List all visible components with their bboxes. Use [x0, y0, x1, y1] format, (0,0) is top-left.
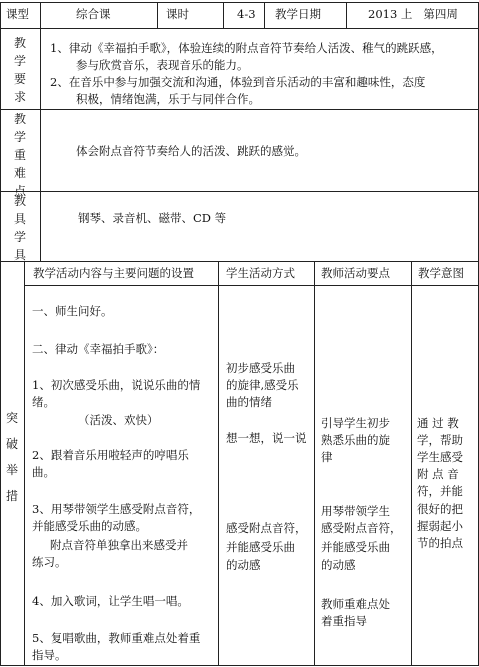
- col-divider: [157, 2, 158, 29]
- content-line: 1、初次感受乐曲，说说乐曲的情: [32, 378, 201, 392]
- col-divider: [40, 28, 41, 262]
- column-header-intent: 教学意图: [418, 266, 464, 280]
- teacher-line: 引导学生初步: [321, 416, 390, 430]
- student-line: 感受附点音符，: [226, 521, 307, 535]
- content-line: 绪。: [32, 395, 55, 409]
- teacher-line: 感受附点音符，: [321, 521, 402, 535]
- row-divider: [0, 191, 479, 192]
- column-header-teacher: 教师活动要点: [321, 266, 390, 280]
- row-divider: [0, 261, 479, 262]
- intent-line: 学生感受: [417, 450, 463, 464]
- teacher-line: 律: [321, 450, 333, 464]
- tools-text: 钢琴、录音机、磁带、CD 等: [78, 211, 227, 225]
- requirements-label: 教 学 要 求: [13, 36, 26, 104]
- student-line: 曲的情绪: [226, 395, 272, 409]
- table-border-left: [0, 2, 1, 666]
- student-line: 想一想，说一说: [226, 431, 307, 445]
- col-divider: [264, 2, 265, 29]
- requirement-line: 2、在音乐中参与加强交流和沟通，体验到音乐活动的丰富和趣味性，态度: [50, 75, 426, 89]
- intent-line: 很好的把: [417, 502, 463, 516]
- content-line: 5、复唱歌曲，教师重难点处着重: [32, 631, 201, 645]
- column-header-student: 学生活动方式: [226, 266, 295, 280]
- requirement-line: 参与欣赏音乐，表现音乐的能力。: [76, 58, 249, 72]
- col-divider: [24, 261, 25, 666]
- student-line: 初步感受乐曲: [226, 361, 295, 375]
- content-line: 一、师生问好。: [32, 304, 113, 318]
- intent-line: 节的拍点: [417, 536, 463, 550]
- table-border-bottom: [0, 665, 479, 666]
- teacher-line: 用琴带领学生: [321, 504, 390, 518]
- key-points-label: 教 学 重 难 点: [13, 112, 26, 198]
- content-line: 4、加入歌词，让学生唱一唱。: [32, 594, 189, 608]
- col-divider: [218, 261, 219, 666]
- content-line: 指导。: [32, 648, 67, 662]
- content-line: 并能感受乐曲的动感。: [32, 519, 147, 533]
- intent-line: 通 过 教: [417, 416, 459, 430]
- date-label: 教学日期: [275, 7, 321, 21]
- intent-line: 学，帮助: [417, 433, 463, 447]
- intent-line: 附 点 音: [417, 467, 459, 481]
- requirement-line: 1、律动《幸福拍手歌》，体验连续的附点音符节奏给人活泼、稚气的跳跃感，: [50, 41, 443, 55]
- key-points-text: 体会附点音符节奏给人的活泼、跳跃的感觉。: [76, 144, 306, 158]
- teacher-line: 的动感: [321, 558, 356, 572]
- intent-line: 握弱起小: [417, 519, 463, 533]
- table-border-top: [0, 2, 479, 3]
- student-line: 并能感受乐曲: [226, 540, 295, 554]
- teacher-line: 熟悉乐曲的旋: [321, 433, 390, 447]
- col-divider: [223, 2, 224, 29]
- col-divider: [40, 2, 41, 29]
- course-type-label: 课型: [6, 7, 29, 21]
- row-divider: [0, 109, 479, 110]
- content-line: 2、跟着音乐用啦轻声的哼唱乐: [32, 448, 189, 462]
- content-line: 曲。: [32, 465, 55, 479]
- teacher-line: 教师重难点处: [321, 597, 390, 611]
- hours-value: 4-3: [237, 7, 256, 21]
- date-value: 2013 上 第四周: [368, 7, 458, 21]
- teacher-line: 着重指导: [321, 614, 367, 628]
- student-line: 的动感: [226, 558, 261, 572]
- row-divider: [0, 28, 479, 29]
- col-divider: [346, 2, 347, 29]
- hours-label: 课时: [166, 7, 189, 21]
- content-line: 附点音符单独拿出来感受并: [50, 538, 188, 552]
- content-line: （活泼、欢快）: [78, 413, 159, 427]
- col-divider: [314, 261, 315, 666]
- column-header-content: 教学活动内容与主要问题的设置: [33, 266, 194, 280]
- content-line: 3、用琴带领学生感受附点音符，: [32, 502, 201, 516]
- tools-label: 教 具 学 具: [13, 194, 26, 262]
- content-line: 练习。: [32, 555, 67, 569]
- teacher-line: 并能感受乐曲: [321, 540, 390, 554]
- student-line: 的旋律,感受乐: [226, 378, 299, 392]
- content-line: 二、律动《幸福拍手歌》：: [32, 342, 165, 356]
- col-divider: [411, 261, 412, 666]
- breakthrough-label: 突 破 举 措: [5, 411, 18, 503]
- course-type-value: 综合课: [76, 7, 111, 21]
- requirement-line: 积极，情绪饱满，乐于与同伴合作。: [76, 92, 260, 106]
- intent-line: 符，并能: [417, 484, 463, 498]
